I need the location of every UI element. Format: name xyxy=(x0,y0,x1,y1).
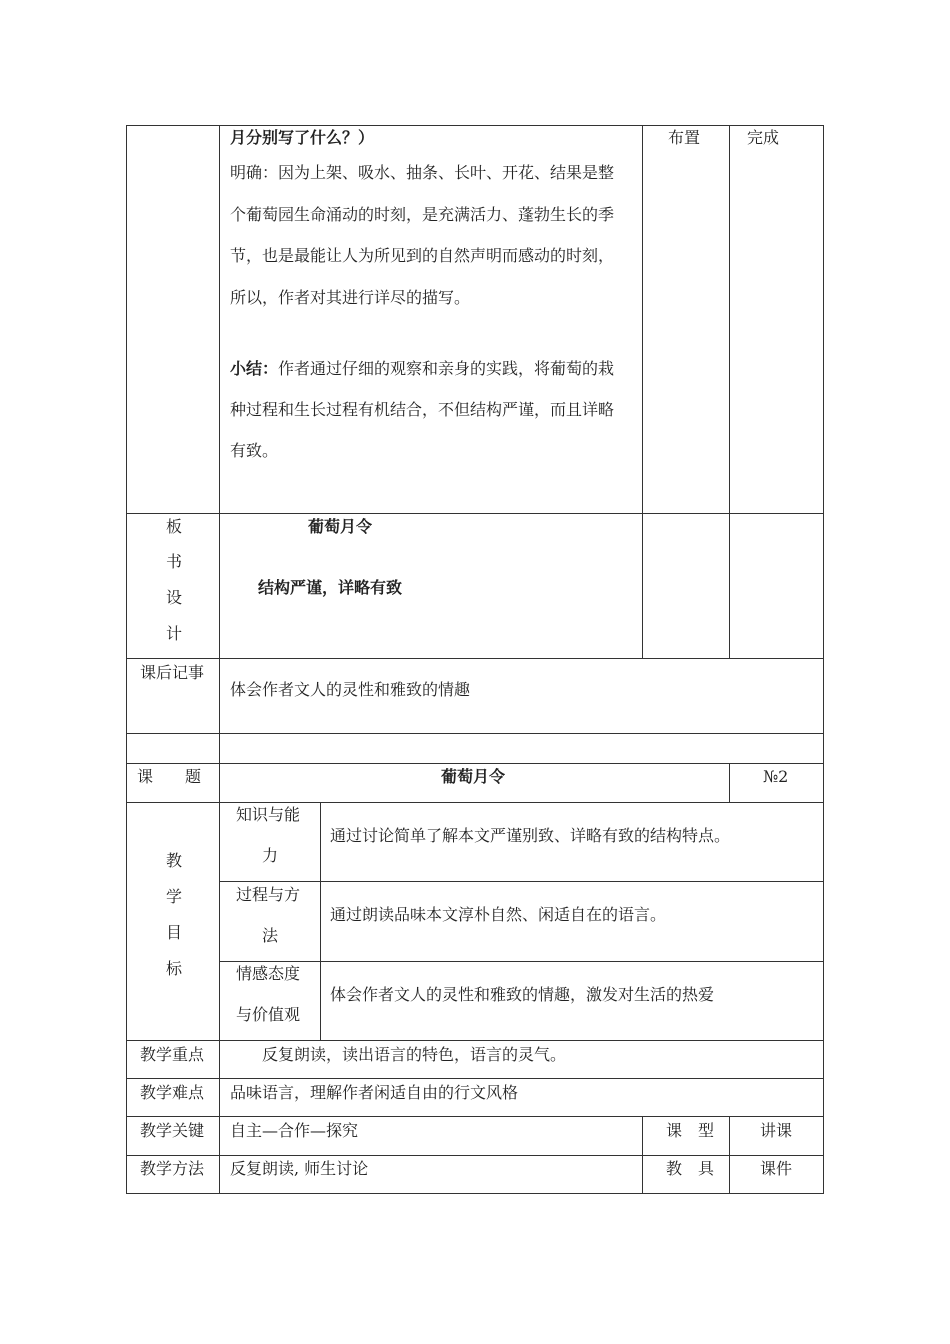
table-border xyxy=(126,763,824,764)
tool-value: 课件 xyxy=(760,1159,793,1178)
summary-line-2: 种过程和生长过程有机结合，不但结构严谨，而且详略 xyxy=(230,400,615,419)
table-border xyxy=(126,125,824,126)
board-label-char: 设 xyxy=(166,588,183,607)
table-border xyxy=(126,1193,824,1194)
table-border xyxy=(729,125,730,659)
table-border xyxy=(126,1116,824,1117)
table-border xyxy=(126,1155,824,1156)
table-border xyxy=(126,733,824,734)
crux-text: 自主—合作—探究 xyxy=(230,1121,359,1140)
goals-label-char: 标 xyxy=(166,959,183,978)
board-label-char: 计 xyxy=(166,624,183,643)
method-label: 教学方法 xyxy=(140,1159,205,1178)
answer-line-1 xyxy=(230,163,614,183)
goal-category: 情感态度 xyxy=(236,964,301,983)
summary-label: 小结： xyxy=(230,359,279,378)
table-border xyxy=(220,881,824,882)
summary-text: 作者通过仔细的观察和亲身的实践，将葡萄的栽 xyxy=(278,359,615,378)
goals-label-char: 教 xyxy=(166,851,183,870)
board-label-char: 书 xyxy=(166,552,183,571)
board-title: 葡萄月令 xyxy=(308,517,373,536)
table-border xyxy=(126,802,824,803)
table-border xyxy=(126,658,824,659)
table-border xyxy=(126,513,824,514)
col4-header: 完成 xyxy=(747,128,780,147)
afterword-label: 课后记事 xyxy=(140,663,205,682)
crux-label: 教学关键 xyxy=(140,1121,205,1140)
answer-line-3: 节，也是最能让人为所见到的自然声明而感动的时刻， xyxy=(230,246,615,265)
afterword-text: 体会作者文人的灵性和雅致的情趣 xyxy=(230,680,471,699)
key-label: 教学重点 xyxy=(140,1045,205,1064)
question-tail: 月分别写了什么？） xyxy=(230,128,375,147)
difficulty-label: 教学难点 xyxy=(140,1083,205,1102)
goal-category: 过程与方 xyxy=(236,885,301,904)
table-border xyxy=(642,1116,643,1194)
goal-category: 与价值观 xyxy=(236,1005,301,1024)
table-border xyxy=(729,1116,730,1194)
answer-text: 因为上架、吸水、抽条、长叶、开花、结果是整 xyxy=(278,163,615,182)
goal-text: 通过朗读品味本文淳朴自然、闲适自在的语言。 xyxy=(330,905,667,924)
goals-label-char: 目 xyxy=(166,923,183,942)
type-label: 课 型 xyxy=(666,1121,715,1140)
answer-line-2: 个葡萄园生命涌动的时刻，是充满活力、蓬勃生长的季 xyxy=(230,205,615,224)
table-border xyxy=(320,802,321,1041)
table-border xyxy=(219,125,220,1194)
table-border xyxy=(126,125,127,1194)
board-subtitle: 结构严谨，详略有致 xyxy=(258,578,403,597)
method-text: 反复朗读, 师生讨论 xyxy=(230,1159,369,1178)
answer-line-4: 所以，作者对其进行详尽的描写。 xyxy=(230,288,471,307)
col3-header: 布置 xyxy=(668,128,701,147)
topic-title: 葡萄月令 xyxy=(441,767,506,786)
table-border xyxy=(823,125,824,1194)
answer-label: 明确： xyxy=(230,163,279,182)
difficulty-text: 品味语言，理解作者闲适自由的行文风格 xyxy=(230,1083,519,1102)
key-text: 反复朗读，读出语言的特色，语言的灵气。 xyxy=(262,1045,567,1064)
type-value: 讲课 xyxy=(760,1121,793,1140)
lesson-number: №2 xyxy=(763,767,789,786)
board-label-char: 板 xyxy=(166,517,183,536)
goal-category: 法 xyxy=(262,926,279,945)
tool-label: 教 具 xyxy=(666,1159,715,1178)
table-border xyxy=(126,1078,824,1079)
topic-label: 课 题 xyxy=(137,767,202,786)
goal-text: 通过讨论简单了解本文严谨别致、详略有致的结构特点。 xyxy=(330,826,731,845)
table-border xyxy=(642,125,643,659)
table-border xyxy=(729,763,730,803)
table-border xyxy=(126,1040,824,1041)
goal-text: 体会作者文人的灵性和雅致的情趣，激发对生活的热爱 xyxy=(330,985,715,1004)
summary-line-3: 有致。 xyxy=(230,441,279,460)
goal-category: 知识与能 xyxy=(236,805,301,824)
summary-line-1 xyxy=(230,359,614,379)
goals-label-char: 学 xyxy=(166,887,183,906)
goal-category: 力 xyxy=(262,846,279,865)
table-border xyxy=(220,961,824,962)
